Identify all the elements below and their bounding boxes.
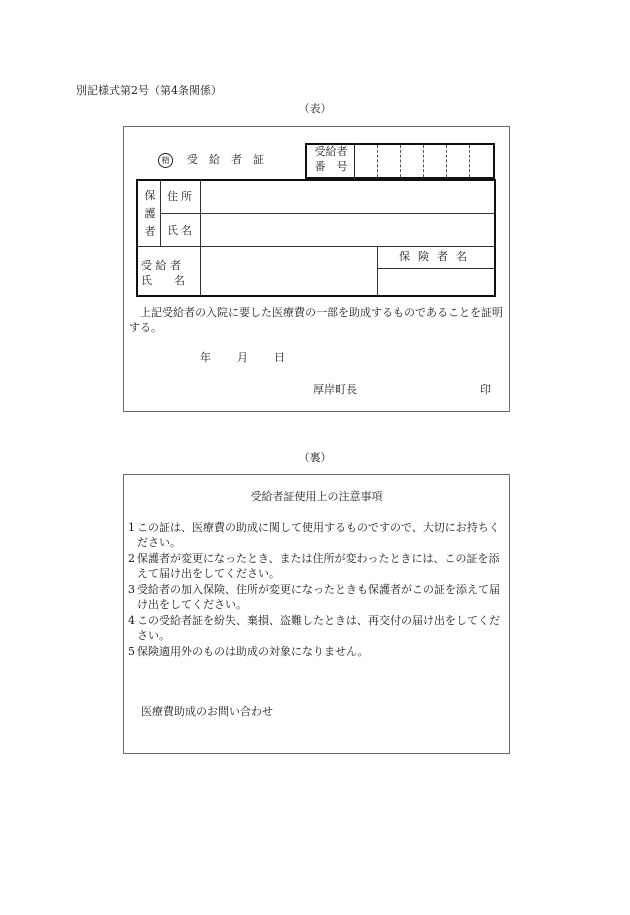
- guardian-label-char: 者: [144, 225, 156, 238]
- date-year: 年: [200, 351, 211, 364]
- front-side-label: （表）: [298, 102, 332, 115]
- date-month: 月: [237, 351, 248, 364]
- guardian-recipient-divider: [137, 246, 495, 247]
- number-digit-divider: [469, 145, 470, 177]
- contact-label: 医療費助成のお問い合わせ: [141, 705, 273, 718]
- name-label: 氏名: [167, 224, 195, 237]
- certification-text: 上記受給者の入院に要した医療費の一部を助成するものであることを証明する。: [129, 306, 503, 334]
- address-name-divider: [160, 213, 495, 214]
- notice-item: [128, 644, 506, 659]
- recipient-number-label: [308, 145, 354, 175]
- recipient-name-label-line2: 氏 名: [141, 274, 185, 287]
- number-label-divider: [354, 143, 355, 179]
- seal-circle-icon: 精: [158, 153, 173, 168]
- notice-item-text: 受給者の加入保険、住所が変更になったときも保護者がこの証を添えて届け出をしてください。: [137, 583, 500, 611]
- recipient-name-label-line1: 受 給 者: [141, 259, 181, 272]
- number-digit-divider: [423, 145, 424, 177]
- issue-date: [200, 351, 311, 365]
- insurer-divider: [377, 268, 495, 269]
- number-digit-divider: [446, 145, 447, 177]
- notice-item-text: 保護者が変更になったとき、または住所が変わったときには、この証を添えて届け出をしてください。: [137, 552, 500, 580]
- notice-item: [128, 520, 506, 550]
- seal-mark: 印: [480, 383, 491, 396]
- notice-item: [128, 613, 506, 643]
- address-label: 住所: [167, 190, 195, 203]
- back-side-label: （裏）: [298, 451, 332, 464]
- notice-item-text: 保険適用外のものは助成の対象になりません。: [137, 645, 369, 658]
- notice-list: [128, 520, 506, 660]
- recipient-name-label: [141, 259, 197, 289]
- notice-item-number: 2: [128, 552, 135, 565]
- notice-item-text: この受給者証を紛失、棄損、盗難したときは、再交付の届け出をしてください。: [137, 614, 500, 642]
- notice-title: 受給者証使用上の注意事項: [250, 490, 383, 503]
- notice-item: [128, 551, 506, 581]
- notice-item-number: 5: [128, 645, 135, 658]
- recipient-number-label-line1: 受給者: [314, 145, 348, 158]
- number-digit-divider: [377, 145, 378, 177]
- number-digit-divider: [400, 145, 401, 177]
- insurer-name-label: 保険者名: [399, 250, 475, 263]
- date-day: 日: [274, 351, 285, 364]
- notice-item: [128, 582, 506, 612]
- card-title: 受給者証: [187, 153, 275, 166]
- guardian-label: [142, 187, 158, 241]
- notice-item-number: 3: [128, 583, 135, 596]
- guardian-label-char: 保: [144, 189, 156, 202]
- notice-item-text: この証は、医療費の助成に関して使用するものですので、大切にお持ちください。: [137, 521, 500, 549]
- form-header: 別記様式第2号（第4条関係）: [76, 84, 222, 97]
- issuer-name: 厚岸町長: [313, 383, 357, 396]
- recipient-number-label-line2: 番 号: [314, 160, 348, 173]
- notice-item-number: 1: [128, 521, 135, 534]
- card-title-row: [158, 152, 275, 168]
- guardian-label-char: 護: [144, 207, 156, 220]
- notice-item-number: 4: [128, 614, 135, 627]
